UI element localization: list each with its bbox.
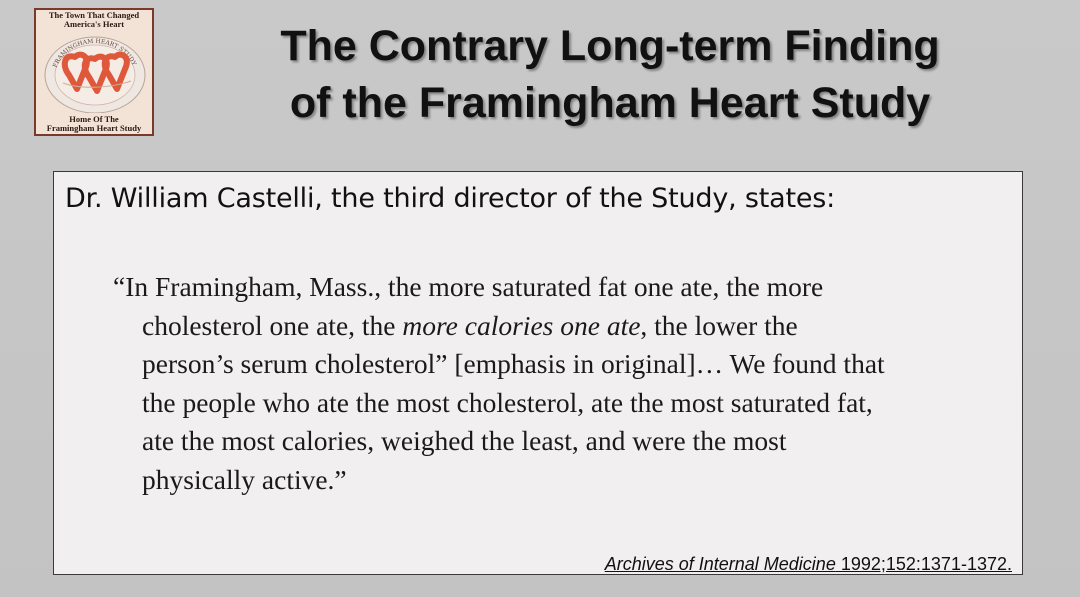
quote-line-3: person’s serum cholesterol” [emphasis in original]… We found that — [142, 348, 885, 379]
logo-top-text — [36, 11, 152, 29]
logo-bottom-text — [36, 115, 152, 133]
quote-line-5: ate the most calories, weighed the least, and were the most — [142, 425, 787, 456]
logo-top-line2: America's Heart — [63, 19, 125, 29]
castelli-quote — [113, 268, 1013, 499]
intro-text: Dr. William Castelli, the third director of the Study, states: — [65, 183, 836, 214]
title-line1: The Contrary Long-term Finding — [280, 22, 940, 70]
quote-line-2 — [113, 307, 1013, 346]
logo-bottom-line1: Home Of The — [69, 114, 119, 124]
logo-top-line1: The Town That Changed — [48, 10, 140, 20]
seal-ring-text: FRAMINGHAM HEART STUDY — [51, 37, 138, 69]
quote-box — [53, 171, 1023, 575]
framingham-logo — [34, 8, 154, 136]
title-line2: of the Framingham Heart Study — [289, 79, 931, 127]
quote-line-4: the people who ate the most cholesterol, ate the most saturated fat, — [142, 386, 873, 418]
citation-journal: Archives of Internal Medicine — [604, 554, 836, 574]
quote-line-2c: , the lower the — [640, 309, 798, 341]
heart-seal-icon — [39, 31, 151, 113]
quote-line-6: physically active.” — [142, 463, 347, 495]
quote-line-1: “In Framingham, Mass., the more saturated fat one ate, the more — [113, 271, 824, 302]
logo-bottom-line2: Framingham Heart Study — [46, 123, 142, 133]
slide-title — [170, 18, 1050, 132]
quote-emphasis: more calories one ate — [402, 309, 641, 341]
quote-line-2a: cholesterol one ate, the — [142, 309, 403, 341]
citation-ref: 1992;152:1371-1372. — [835, 554, 1012, 574]
citation — [605, 552, 1012, 576]
